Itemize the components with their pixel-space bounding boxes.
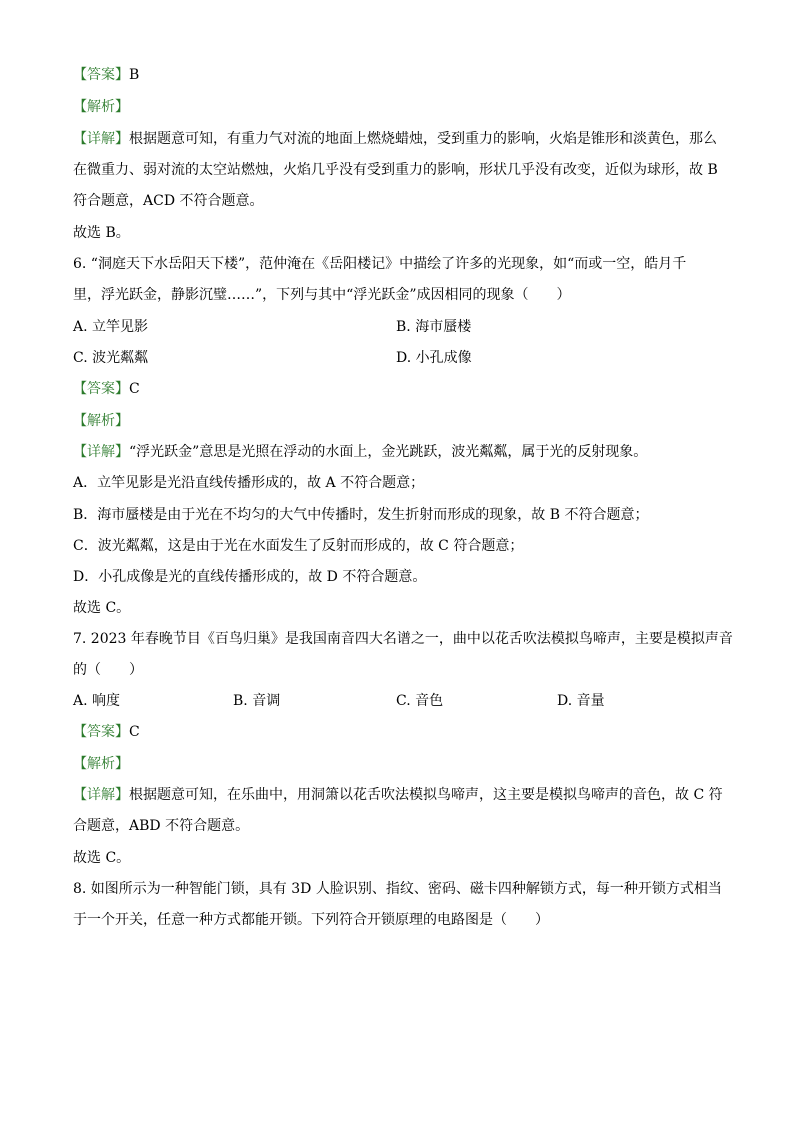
q5-detail-line-3: 符合题意，ACD 不符合题意。 [73, 193, 264, 209]
q6-option-b: B. 海市蜃楼 [396, 319, 472, 335]
answer-label: 【答案】 [73, 381, 129, 397]
q6-detail-line-5: D．小孔成像是光的直线传播形成的，故 D 不符合题意。 [73, 569, 427, 585]
q7-stem-line-2: 的（ ） [73, 662, 143, 678]
q5-conclusion: 故选 B。 [73, 225, 130, 241]
q6-detail-line-4: C．波光粼粼，这是由于光在水面发生了反射而形成的，故 C 符合题意； [73, 538, 524, 554]
q7-option-a: A. 响度 [73, 693, 121, 709]
q7-detail-line-2: 合题意，ABD 不符合题意。 [73, 818, 250, 834]
q8-stem-line-1: 8. 如图所示为一种智能门锁，具有 3D 人脸识别、指纹、密码、磁卡四种解锁方式，每一种开锁方式相当 [73, 881, 722, 897]
q6-detail-line-1 [73, 443, 733, 461]
q7-conclusion: 故选 C。 [73, 850, 131, 866]
q8-stem-line-2: 于一个开关，任意一种方式都能开锁。下列符合开锁原理的电路图是（ ） [73, 912, 549, 928]
q6-option-c: C. 波光粼粼 [73, 350, 149, 366]
detail-label: 【详解】 [73, 131, 129, 147]
q6-answer-line [73, 380, 733, 398]
q7-option-b: B. 音调 [233, 693, 281, 709]
detail-label: 【详解】 [73, 787, 129, 803]
q6-detail-line-2: A．立竿见影是光沿直线传播形成的，故 A 不符合题意； [73, 475, 425, 491]
detail-label: 【详解】 [73, 444, 129, 460]
q5-detail-line-1 [73, 130, 733, 148]
analysis-label: 【解析】 [73, 756, 129, 772]
q7-detail-text-1: 根据题意可知，在乐曲中，用洞箫以花舌吹法模拟鸟啼声，这主要是模拟鸟啼声的音色，故 C 符 [129, 787, 723, 803]
q5-answer: B [129, 67, 140, 83]
q7-detail-line-1 [73, 786, 733, 804]
q6-answer: C [129, 381, 140, 397]
q5-detail-text-1: 根据题意可知，有重力气对流的地面上燃烧蜡烛，受到重力的影响，火焰是锥形和淡黄色，那么 [129, 131, 717, 147]
analysis-label: 【解析】 [73, 413, 129, 429]
q6-conclusion: 故选 C。 [73, 600, 131, 616]
q5-detail-line-2: 在微重力、弱对流的太空站燃烛，火焰几乎没有受到重力的影响，形状几乎没有改变，近似为球形，故 B [73, 162, 718, 178]
q6-stem-line-2: 里，浮光跃金，静影沉璧……”，下列与其中“浮光跃金”成因相同的现象（ ） [73, 287, 571, 303]
q7-answer-line [73, 723, 733, 741]
q5-answer-line [73, 66, 733, 84]
q7-answer: C [129, 724, 140, 740]
q7-option-d: D. 音量 [557, 693, 605, 709]
q6-option-d: D. 小孔成像 [396, 350, 472, 366]
analysis-label: 【解析】 [73, 99, 129, 115]
q7-analysis-line [73, 755, 733, 773]
q6-detail-line-3: B．海市蜃楼是由于光在不均匀的大气中传播时，发生折射而形成的现象，故 B 不符合题意； [73, 507, 649, 523]
answer-label: 【答案】 [73, 67, 129, 83]
q6-analysis-line [73, 412, 733, 430]
answer-label: 【答案】 [73, 724, 129, 740]
q7-option-c: C. 音色 [396, 693, 444, 709]
q6-option-a: A. 立竿见影 [73, 319, 149, 335]
q6-stem-line-1: 6. “洞庭天下水岳阳天下楼”，范仲淹在《岳阳楼记》中描绘了许多的光现象，如“而或一空，皓月千 [73, 256, 687, 272]
q5-analysis-line [73, 98, 733, 116]
q6-detail-text-1: “浮光跃金”意思是光照在浮动的水面上，金光跳跃，波光粼粼，属于光的反射现象。 [129, 444, 648, 460]
q7-stem-line-1: 7. 2023 年春晚节目《百鸟归巢》是我国南音四大名谱之一，曲中以花舌吹法模拟鸟啼声，主要是模拟声音 [73, 631, 733, 647]
